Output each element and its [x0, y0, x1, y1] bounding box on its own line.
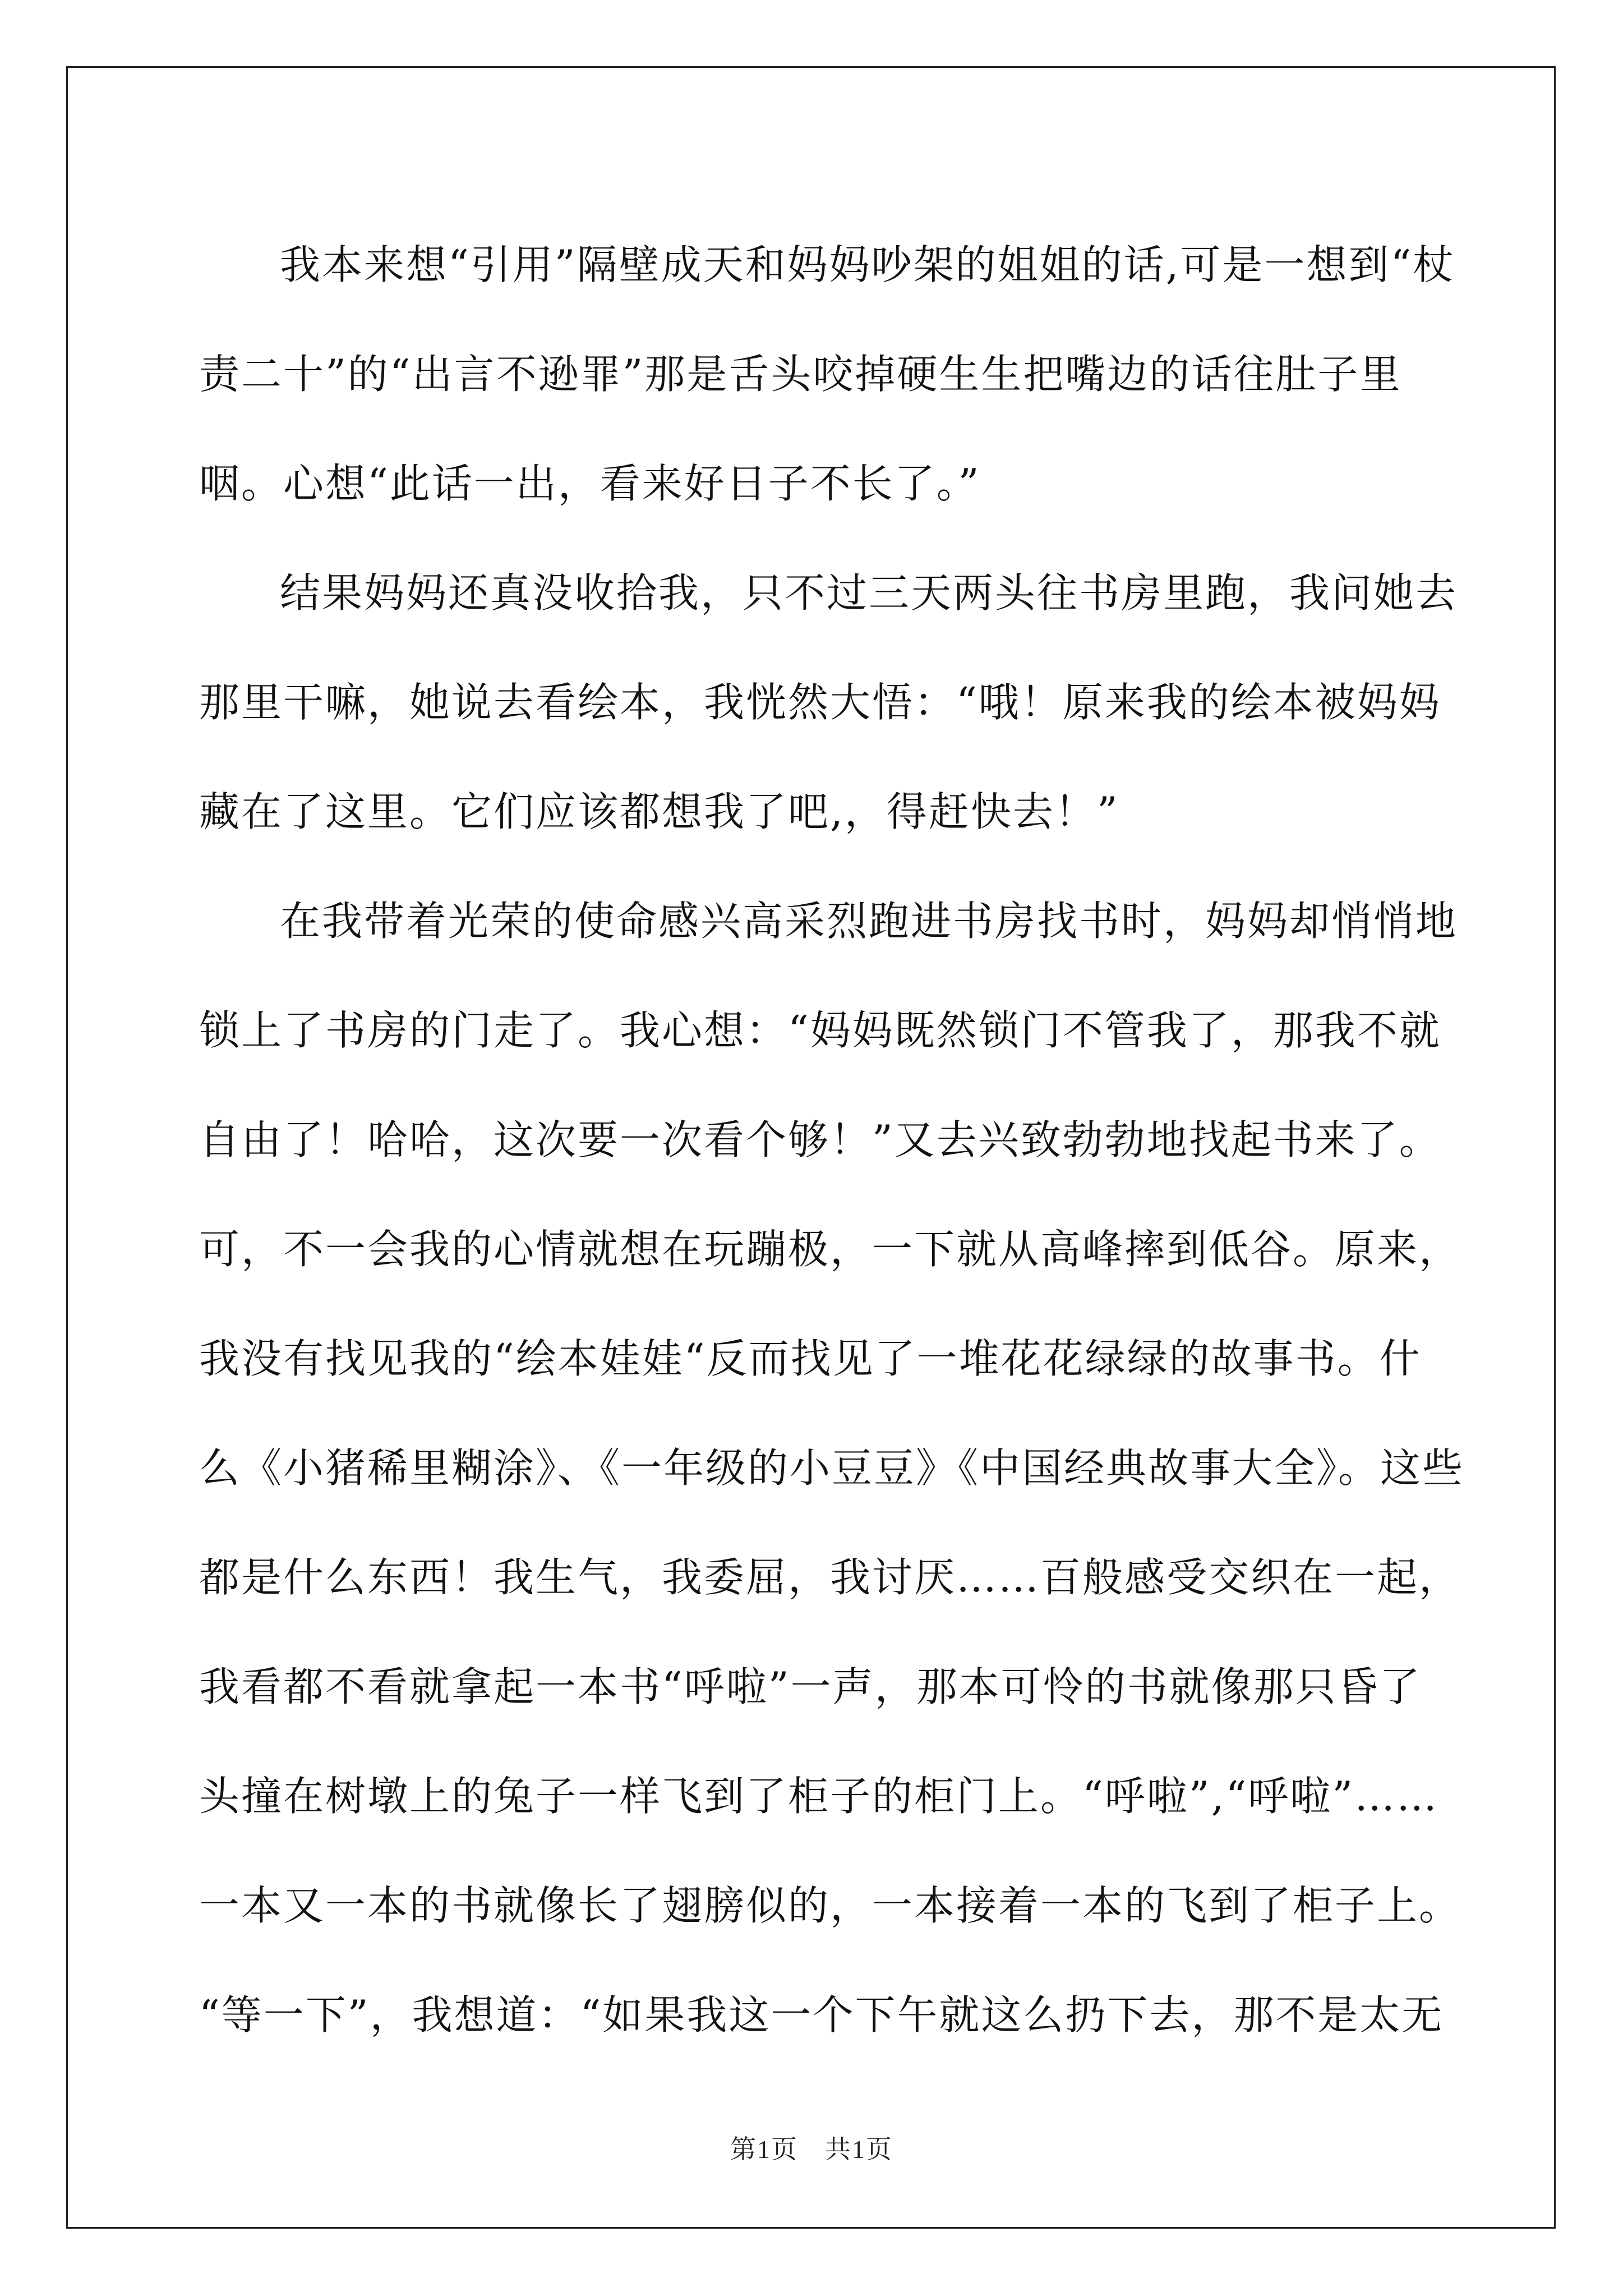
text-line-11: 我没有找见我的“绘本娃娃“反而找见了一堆花花绿绿的故事书。什 [199, 1335, 1422, 1382]
text-line-17: “等一下”，我想道：“如果我这一个下午就这么扔下去，那不是太无 [199, 1991, 1444, 2039]
document-body [199, 210, 1465, 2070]
text-line-2: 责二十”的“出言不逊罪”那是舌头咬掉硬生生把嘴边的话往肚子里 [199, 351, 1402, 398]
text-line-9: 自由了！哈哈，这次要一次看个够！”又去兴致勃勃地找起书来了。 [199, 1116, 1441, 1163]
paragraph-1 [199, 210, 1455, 539]
text-line-4: 结果妈妈还真没收拾我，只不过三天两头往书房里跑，我问她去 [280, 569, 1458, 616]
text-line-1: 我本来想“引用”隔壁成天和妈妈吵架的姐姐的话,可是一想到“杖 [280, 241, 1455, 288]
text-line-3: 咽。心想“此话一出，看来好日子不长了。” [199, 460, 981, 507]
text-line-13: 都是什么东西！我生气，我委屈，我讨厌……百般感受交织在一起， [199, 1554, 1461, 1601]
paragraph-3 [199, 867, 1465, 2070]
text-line-6: 藏在了这里。它们应该都想我了吧,，得赶快去！” [199, 788, 1119, 835]
page-number-label: 第1页 共1页 [730, 2135, 893, 2164]
text-line-7: 在我带着光荣的使命感兴高采烈跑进书房找书时，妈妈却悄悄地 [280, 898, 1458, 945]
text-line-5: 那里干嘛，她说去看绘本，我恍然大悟：“哦！原来我的绘本被妈妈 [199, 679, 1441, 726]
text-line-16: 一本又一本的书就像长了翅膀似的，一本接着一本的飞到了柜子上。 [199, 1882, 1461, 1929]
page-footer [0, 2129, 1623, 2166]
text-line-8: 锁上了书房的门走了。我心想：“妈妈既然锁门不管我了，那我不就 [199, 1007, 1441, 1054]
text-line-15: 头撞在树墩上的兔子一样飞到了柜子的柜门上。“呼啦”,“呼啦”…… [199, 1773, 1439, 1820]
paragraph-2 [199, 539, 1458, 867]
text-line-10: 可，不一会我的心情就想在玩蹦极，一下就从高峰摔到低谷。原来， [199, 1226, 1461, 1273]
text-line-14: 我看都不看就拿起一本书“呼啦”一声，那本可怜的书就像那只昏了 [199, 1663, 1422, 1710]
text-line-12: 么《小猪稀里糊涂》、《一年级的小豆豆》《中国经典故事大全》。这些 [199, 1444, 1465, 1492]
